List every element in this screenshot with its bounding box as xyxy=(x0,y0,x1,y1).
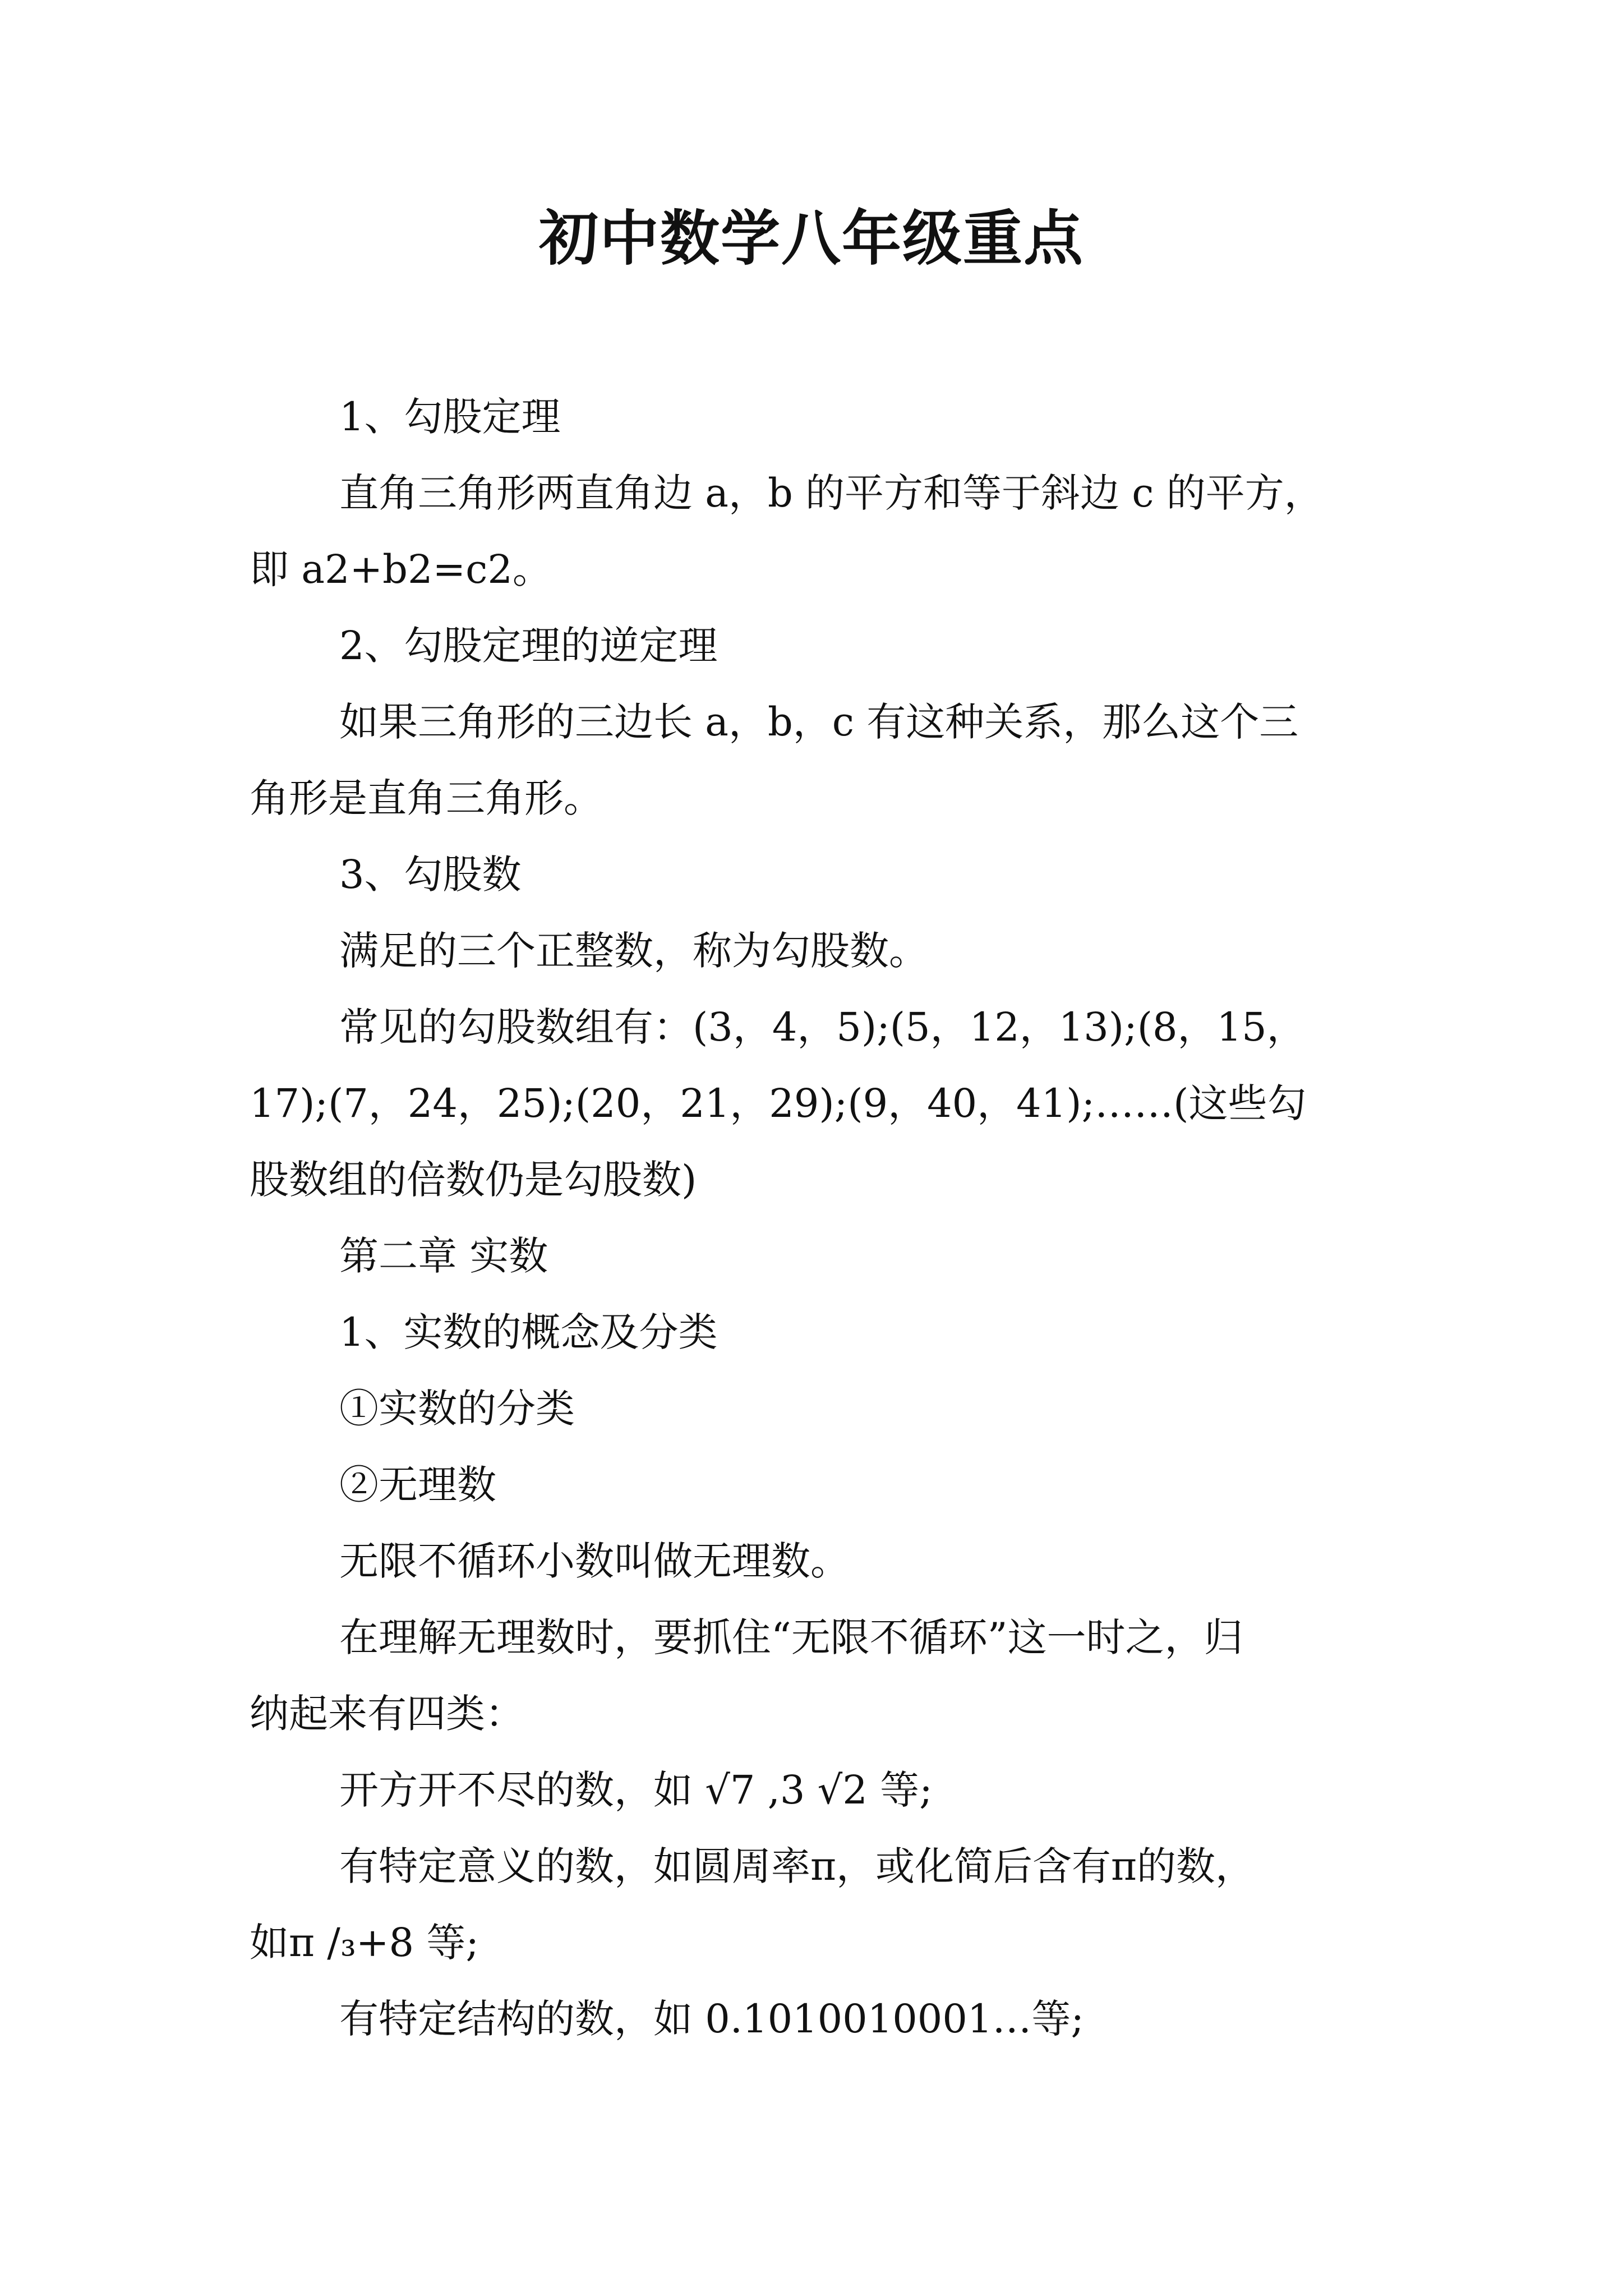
text-line: 有特定结构的数，如 0.1010010001…等; xyxy=(339,1996,1084,2042)
text-line: 1、勾股定理 xyxy=(339,394,561,440)
text-line: 在理解无理数时，要抓住“无限不循环”这一时之，归 xyxy=(339,1614,1243,1660)
text-line: 如果三角形的三边长 a，b，c 有这种关系，那么这个三 xyxy=(339,699,1299,745)
text-line: 开方开不尽的数，如 √7 ,3 √2 等; xyxy=(339,1767,933,1813)
text-line: 直角三角形两直角边 a，b 的平方和等于斜边 c 的平方， xyxy=(339,470,1324,516)
text-line: 无限不循环小数叫做无理数。 xyxy=(339,1538,850,1584)
text-line: 第二章 实数 xyxy=(339,1233,548,1279)
text-line: 纳起来有四类： xyxy=(250,1691,524,1737)
text-line: 如π /₃+8 等; xyxy=(250,1920,479,1966)
document-body xyxy=(250,379,1405,2057)
text-line: 3、勾股数 xyxy=(339,852,522,898)
text-line: 常见的勾股数组有：(3，4，5);(5，12，13);(8，15， xyxy=(339,1004,1306,1050)
text-line: 即 a2+b2=c2。 xyxy=(250,546,552,592)
text-line: ②无理数 xyxy=(339,1462,496,1508)
text-line: 股数组的倍数仍是勾股数) xyxy=(250,1157,697,1203)
text-line: 17);(7，24，25);(20，21，29);(9，40，41);……(这些勾 xyxy=(250,1080,1307,1126)
text-line: 满足的三个正整数，称为勾股数。 xyxy=(339,928,928,974)
text-line: 1、实数的概念及分类 xyxy=(339,1309,718,1355)
text-line: ①实数的分类 xyxy=(339,1386,575,1432)
text-line: 角形是直角三角形。 xyxy=(250,775,603,821)
page-title: 初中数学八年级重点 xyxy=(539,203,1084,273)
text-line: 2、勾股定理的逆定理 xyxy=(339,623,718,669)
text-line: 有特定意义的数，如圆周率π，或化简后含有π的数， xyxy=(339,1843,1255,1889)
